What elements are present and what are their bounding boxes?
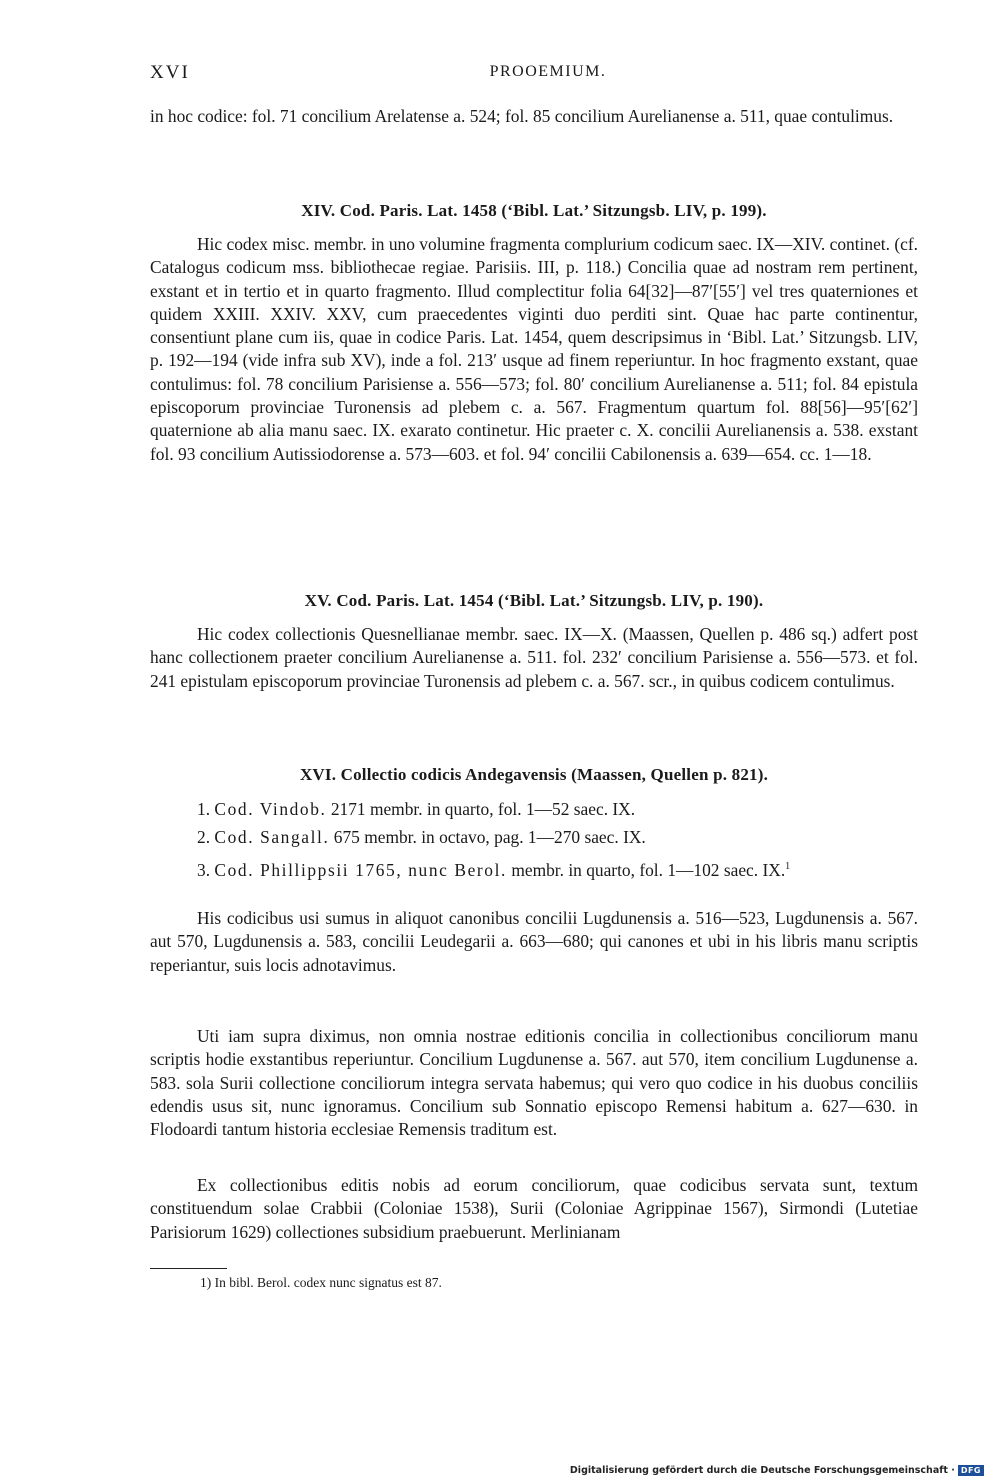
footnote-marker: 1) [200, 1275, 212, 1290]
codex-list-item [150, 855, 918, 882]
digitization-credit [570, 1465, 984, 1476]
page-header [150, 62, 918, 88]
section-xvi-body: His codicibus usi sumus in aliquot canonibus concilii Lugdunensis a. 516—523, Lugdunensis a. 567. aut 570, Lugdunensis a. 583, concilii Leudegarii a. 663—680; qui canones et ubi in his libris manu scriptis reperiantur, suis locis adnotavimus. [150, 908, 918, 975]
list-item-number: 1. [197, 799, 211, 819]
section-xvi-heading: XVI. Collectio codicis Andegavensis (Maassen, Quellen p. 821). [299, 765, 769, 784]
section-xv-heading: XV. Cod. Paris. Lat. 1454 (‘Bibl. Lat.’ Sitzungsb. LIV, p. 190). [304, 591, 764, 610]
closing-paragraph-2: Ex collectionibus editis nobis ad eorum conciliorum, quae codicibus servata sunt, textum constituendum solae Crabbii (Coloniae 1538), Surii (Coloniae Agrippinae 1567), Sirmondi (Lutetiae Parisiorum 1629) collectiones subsidium praebuerunt. Merlinianam [150, 1175, 918, 1242]
codex-description: 2171 membr. in quarto, fol. 1—52 saec. IX. [330, 799, 636, 819]
footnote-text: In bibl. Berol. codex nunc signatus est 87. [214, 1275, 442, 1290]
codex-name: Cod. Vindob. [214, 799, 327, 819]
codex-name: Cod. Sangall. [214, 827, 330, 847]
footnote [200, 1275, 442, 1291]
codex-description: membr. in quarto, fol. 1—102 saec. IX. [511, 859, 786, 880]
closing-paragraph-1: Uti iam supra diximus, non omnia nostrae editionis concilia in collectionibus conciliorum manu scriptis hodie exstantibus reperiuntur. Concilium Lugdunense a. 567. aut 570, item concilium Lugdunense a. 583. sola Surii collectione conciliorum integra servata habemus; qui vero quo codice in his duobus conciliis edendis usus sit, nunc ignoramus. Concilium sub Sonnatio episcopo Remensi habitum a. 627—630. in Flodoardi tantum historia ecclesiae Remensis traditum est. [150, 1026, 918, 1140]
credit-text: Digitalisierung gefördert durch die Deutsche Forschungsgemeinschaft · [569, 1465, 955, 1476]
intro-paragraph: in hoc codice: fol. 71 concilium Arelatense a. 524; fol. 85 concilium Aurelianense a. 511, quae contulimus. [150, 106, 894, 126]
running-title: PROOEMIUM. [489, 63, 607, 80]
codex-description: 675 membr. in octavo, pag. 1—270 saec. IX. [333, 827, 646, 847]
list-item-number: 3. [197, 859, 211, 880]
list-item-number: 2. [197, 827, 211, 847]
codex-list-item [150, 826, 918, 849]
section-xiv-heading: XIV. Cod. Paris. Lat. 1458 (‘Bibl. Lat.’ Sitzungsb. LIV, p. 199). [301, 201, 767, 220]
footnote-rule [150, 1268, 227, 1269]
section-xiv-body: Hic codex misc. membr. in uno volumine fragmenta complurium codicum saec. IX—XIV. continet. (cf. Catalogus codicum mss. bibliothecae regiae. Parisiis. III, p. 118.) Concilia quae ad nostram rem pertinent, exstant et in tertio et in quarto fragmento. Illud complectitur folia 64[32]—87′[55′] vel tres quaterniones et quidem XXIII. XXIV. XXV, cum praecedentes viginti duo perditi sint. Quae hac parte continentur, consentiunt plane cum iis, quae in codice Paris. Lat. 1454, quem descripsimus in ‘Bibl. Lat.’ Sitzungsb. LIV, p. 192—194 (vide infra sub XV), inde a fol. 213′ usque ad finem reperiuntur. In hoc fragmento exstant, quae contulimus: fol. 78 concilium Parisiense a. 556—573; fol. 80′ concilium Aurelianense a. 511; fol. 84 epistula episcoporum provinciae Turonensis ad plebem c. a. 567. Fragmentum quartum fol. 88[56]—95′[62′] quaternione ab alia manu saec. IX. exarato continetur. Hic praeter c. X. concilii Aurelianensis a. 538. exstant fol. 93 concilium Autissiodorense a. 573—603. et fol. 94′ concilii Cabilonensis a. 639—654. cc. 1—18. [150, 234, 918, 464]
section-xv-body: Hic codex collectionis Quesnellianae membr. saec. IX—X. (Maassen, Quellen p. 486 sq.) adfert post hanc collectionem praeter concilium Aurelianense a. 511. fol. 232′ concilium Parisiense a. 556—573. et fol. 241 epistulam episcoporum provinciae Turonensis ad plebem c. a. 567. scr., in quibus codicem contulimus. [150, 624, 918, 691]
codex-list-item [150, 798, 918, 821]
page-number: XVI [150, 62, 190, 83]
dfg-logo: DFG [958, 1465, 984, 1476]
footnote-reference: 1 [785, 861, 791, 872]
codex-name: Cod. Phillippsii 1765, nunc Berol. [214, 859, 507, 880]
